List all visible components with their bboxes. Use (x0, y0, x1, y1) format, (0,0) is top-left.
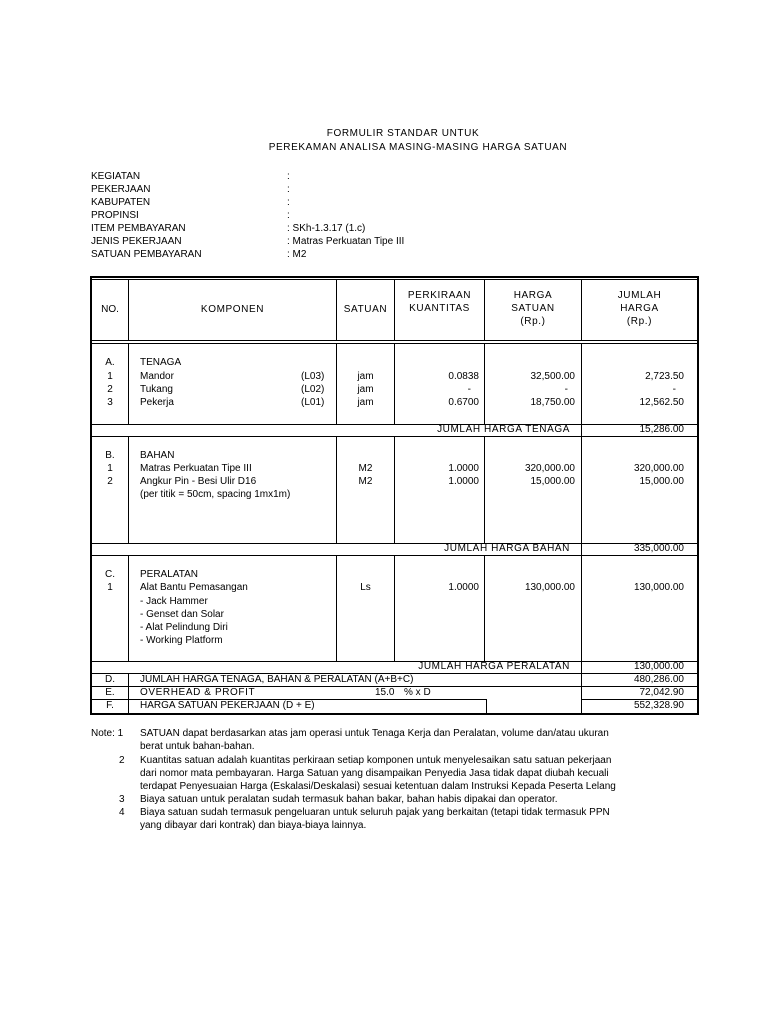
section-title: PERALATAN (140, 569, 198, 580)
header-jumlah-3: (Rp.) (626, 316, 653, 327)
summary-e-formula: % x D (404, 687, 431, 698)
row-price: 320,000.00 (524, 463, 575, 474)
equipment-item: - Alat Pelindung Diri (140, 622, 228, 633)
row-qty: 1.0000 (448, 463, 479, 474)
note-prefix: Note: 1 (91, 728, 124, 739)
row-unit: Ls (360, 582, 371, 593)
header-kuantitas-1: PERKIRAAN (407, 290, 472, 301)
row-total: 12,562.50 (639, 397, 684, 408)
note-1-line-2: berat untuk bahan-bahan. (140, 741, 255, 752)
row-price: - (564, 384, 568, 395)
table-border-bottom (90, 713, 699, 715)
row-total: 320,000.00 (633, 463, 684, 474)
note-3-line-1: Biaya satuan untuk peralatan sudah termasuk bahan bakar, bahan habis dipakai dan operator. (140, 794, 558, 805)
col-line-c-1 (128, 555, 129, 661)
row-qty: 1.0000 (448, 476, 479, 487)
col-line-a-1 (128, 343, 129, 424)
section-letter: A. (105, 357, 115, 368)
info-label-jenis-pekerjaan: JENIS PEKERJAAN (91, 236, 182, 247)
row-no: 1 (107, 582, 113, 593)
row-unit: M2 (358, 476, 373, 487)
summary-f-label: HARGA SATUAN PEKERJAAN (D + E) (140, 700, 315, 711)
table-border-left (90, 276, 92, 715)
row-qty: 0.6700 (448, 397, 479, 408)
note-4-line-1: Biaya satuan sudah termasuk pengeluaran untuk seluruh pajak yang berkaitan (tetapi tidak termasuk PPN (140, 807, 610, 818)
row-name: Pekerja (140, 397, 174, 408)
row-unit: jam (357, 384, 374, 395)
info-value-kabupaten: : (287, 197, 290, 208)
info-value-kegiatan: : (287, 171, 290, 182)
row-name: Mandor (140, 371, 174, 382)
summary-d-value: 480,286.00 (633, 674, 684, 685)
table-border-right (697, 276, 699, 715)
summary-e-letter: E. (105, 687, 115, 698)
row-price: 18,750.00 (530, 397, 575, 408)
row-price: 130,000.00 (524, 582, 575, 593)
row-unit: M2 (358, 463, 373, 474)
row-no: 2 (107, 476, 113, 487)
row-name: Angkur Pin - Besi Ulir D16 (140, 476, 257, 487)
row-no: 2 (107, 384, 113, 395)
note-2-line-1: Kuantitas satuan adalah kuantitas perkiraan setiap komponen untuk menyelesaikan satu satuan pekerjaan (140, 755, 612, 766)
summary-f-tick (486, 699, 487, 713)
col-line-b-4 (484, 436, 485, 543)
summary-e-percent: 15.0 (375, 687, 395, 698)
header-jumlah-2: HARGA (620, 303, 659, 314)
summary-f-value: 552,328.90 (633, 700, 684, 711)
row-total: 15,000.00 (639, 476, 684, 487)
row-code: (L03) (301, 371, 325, 382)
col-line-b-3 (394, 436, 395, 543)
col-line-b-2 (336, 436, 337, 543)
row-no: 1 (107, 463, 113, 474)
info-label-kegiatan: KEGIATAN (91, 171, 141, 182)
row-code: (L01) (301, 397, 325, 408)
header-kuantitas-2: KUANTITAS (409, 303, 470, 314)
section-title: BAHAN (140, 450, 175, 461)
subtotal-label: JUMLAH HARGA TENAGA (437, 424, 570, 435)
info-value-jenis-pekerjaan: : Matras Perkuatan Tipe III (287, 236, 405, 247)
col-line-c-2 (336, 555, 337, 661)
summary-e-label: OVERHEAD & PROFIT (140, 687, 256, 698)
form-title-line1: FORMULIR STANDAR UNTUK (326, 128, 480, 139)
header-no: NO. (101, 304, 119, 315)
note-3-number: 3 (119, 794, 125, 805)
col-line-b-1 (128, 436, 129, 543)
note-4-number: 4 (119, 807, 125, 818)
row-no: 1 (107, 371, 113, 382)
header-harga-2: SATUAN (511, 303, 555, 314)
form-title-line2: PEREKAMAN ANALISA MASING-MASING HARGA SATUAN (268, 142, 568, 153)
col-line-c-3 (394, 555, 395, 661)
equipment-item: - Genset dan Solar (140, 609, 224, 620)
subtotal-value: 335,000.00 (633, 543, 684, 554)
header-komponen: KOMPONEN (200, 304, 265, 315)
summary-d-letter: D. (105, 674, 115, 685)
row-code: (L02) (301, 384, 325, 395)
row-total: 2,723.50 (645, 371, 684, 382)
row-unit: jam (357, 371, 374, 382)
info-value-propinsi: : (287, 210, 290, 221)
subtotal-value: 15,286.00 (639, 424, 684, 435)
subtotal-value: 130,000.00 (633, 661, 684, 672)
row-qty: 1.0000 (448, 582, 479, 593)
row-total: 130,000.00 (633, 582, 684, 593)
row-qty: 0.0838 (448, 371, 479, 382)
info-label-satuan-pembayaran: SATUAN PEMBAYARAN (91, 249, 202, 260)
info-label-kabupaten: KABUPATEN (91, 197, 151, 208)
equipment-item: - Jack Hammer (140, 596, 208, 607)
header-jumlah-1: JUMLAH (617, 290, 662, 301)
summary-f-letter: F. (106, 700, 114, 711)
section-letter: B. (105, 450, 115, 461)
section-letter: C. (105, 569, 115, 580)
note-4-line-2: yang dibayar dari kontrak) dan biaya-biaya lainnya. (140, 820, 367, 831)
subtotal-label: JUMLAH HARGA PERALATAN (418, 661, 570, 672)
header-satuan: SATUAN (343, 304, 388, 315)
row-total: - (672, 384, 676, 395)
note-1-line-1: SATUAN dapat berdasarkan atas jam operasi untuk Tenaga Kerja dan Peralatan, volume dan/atau ukuran (140, 728, 609, 739)
info-label-pekerjaan: PEKERJAAN (91, 184, 151, 195)
info-label-item-pembayaran: ITEM PEMBAYARAN (91, 223, 186, 234)
equipment-item: - Working Platform (140, 635, 223, 646)
row-name: Tukang (140, 384, 173, 395)
info-value-item-pembayaran: : SKh-1.3.17 (1.c) (287, 223, 366, 234)
note-2-line-2: dari nomor mata pembayaran. Harga Satuan yang disampaikan Penyedia Jasa tidak dapat diubah kecuali (140, 768, 609, 779)
col-line-b-5 (581, 436, 582, 543)
subtotal-label: JUMLAH HARGA BAHAN (444, 543, 570, 554)
row-no: 3 (107, 397, 113, 408)
note-2-line-3: terdapat Penyesuaian Harga (Eskalasi/Deskalasi) sesuai ketentuan dalam Instruksi Kepada Peserta Lelang (140, 781, 616, 792)
note-2-number: 2 (119, 755, 125, 766)
col-line-c-4 (484, 555, 485, 661)
info-value-pekerjaan: : (287, 184, 290, 195)
row-price: 15,000.00 (530, 476, 575, 487)
summary-d-label: JUMLAH HARGA TENAGA, BAHAN & PERALATAN (A+B+C) (140, 674, 414, 685)
row-name: Matras Perkuatan Tipe III (140, 463, 252, 474)
summary-col-line (128, 673, 129, 713)
row-note: (per titik = 50cm, spacing 1mx1m) (140, 489, 291, 500)
row-name: Alat Bantu Pemasangan (140, 582, 248, 593)
summary-e-value: 72,042.90 (639, 687, 684, 698)
header-harga-3: (Rp.) (520, 316, 546, 327)
col-line-c-5 (581, 555, 582, 661)
info-value-satuan-pembayaran: : M2 (287, 249, 307, 260)
table-border-top (90, 276, 699, 278)
row-qty: - (467, 384, 471, 395)
header-harga-1: HARGA (513, 290, 553, 301)
row-unit: jam (357, 397, 374, 408)
section-title: TENAGA (140, 357, 182, 368)
row-price: 32,500.00 (530, 371, 575, 382)
info-label-propinsi: PROPINSI (91, 210, 139, 221)
